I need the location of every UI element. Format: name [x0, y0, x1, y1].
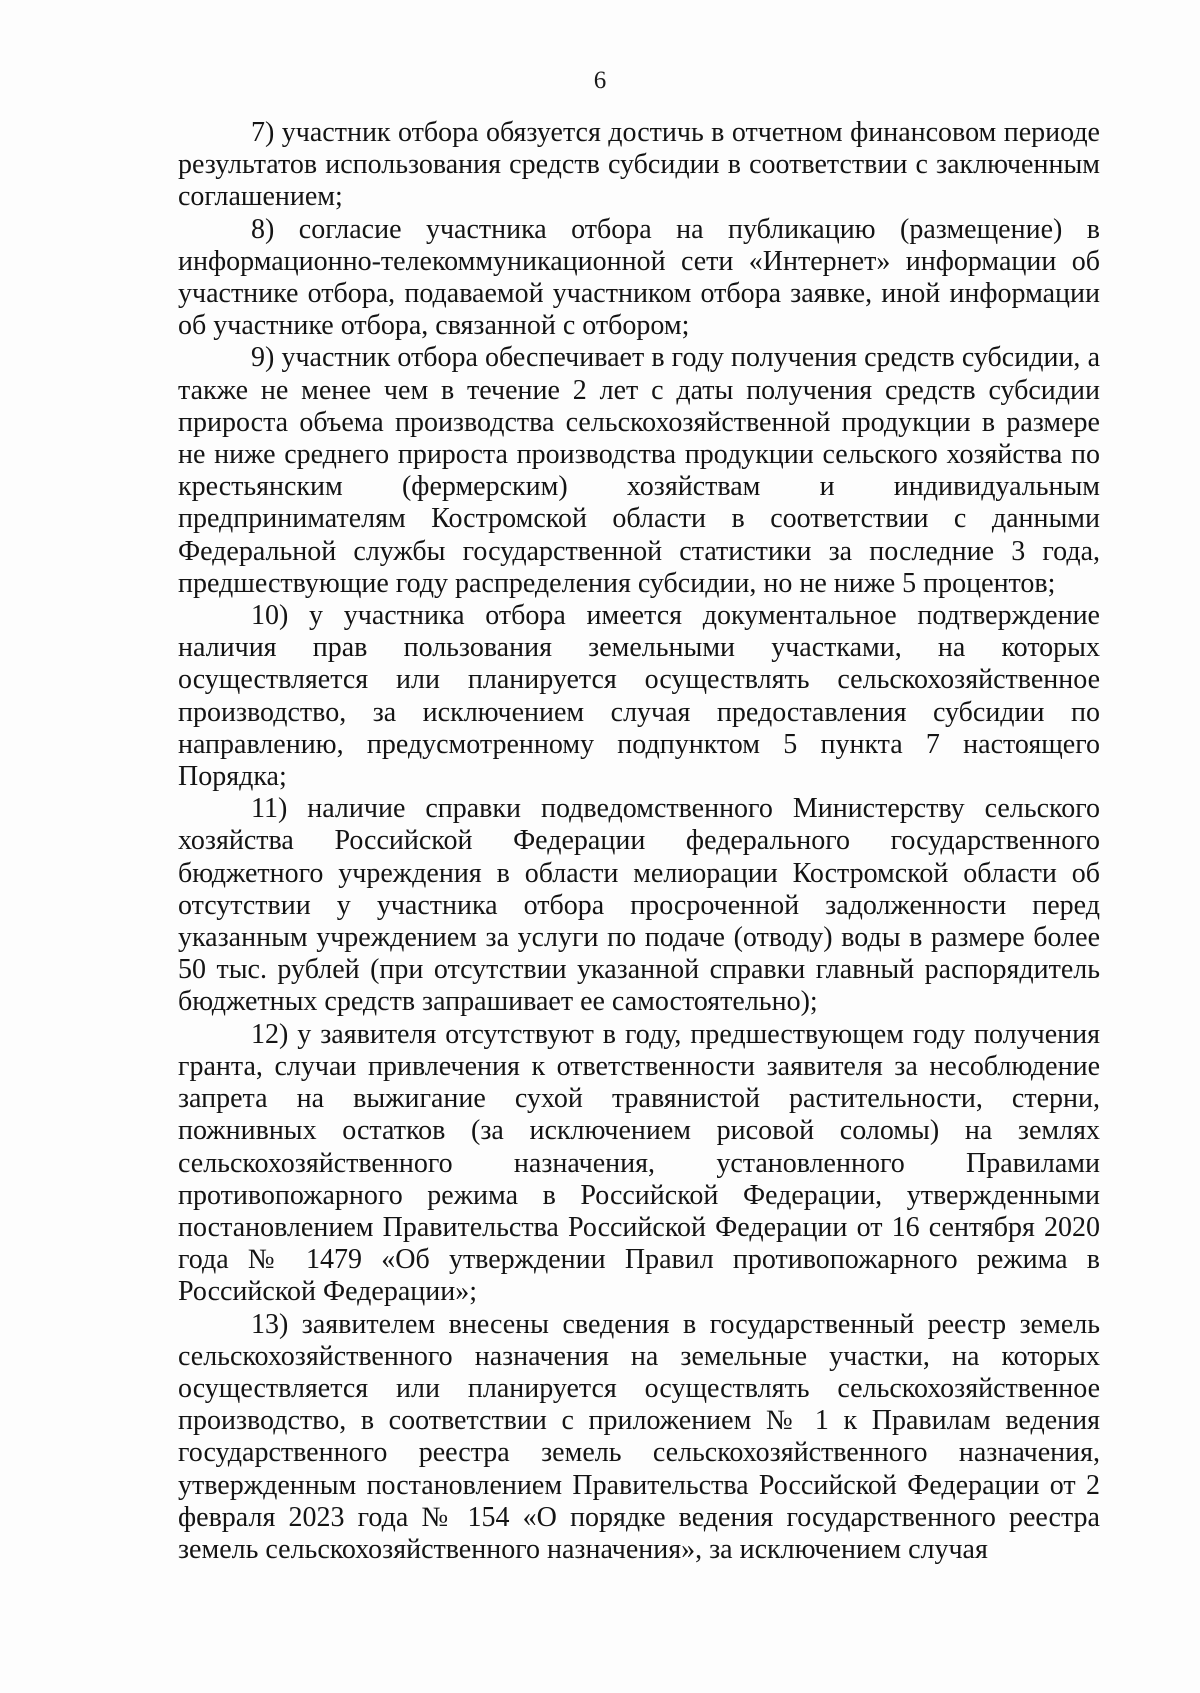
document-body [178, 117, 1100, 1566]
paragraph-item-8: 8) согласие участника отбора на публикацию (размещение) в информационно-телекоммуникационной сети «Интернет» информации об участнике отбора, подаваемой участником отбора заявке, иной информации об участнике отбора, связанной с отбором; [178, 213, 1100, 342]
paragraph-item-7: 7) участник отбора обязуется достичь в отчетном финансовом периоде результатов использования средств субсидии в соответствии с заключенным соглашением; [178, 117, 1100, 213]
paragraph-item-9: 9) участник отбора обеспечивает в году получения средств субсидии, а также не менее чем в течение 2 лет с даты получения средств субсидии прироста объема производства сельскохозяйственной продукции в размере не ниже среднего прироста производства продукции сельского хозяйства по крестьянским (фермерским) хозяйствам и индивидуальным предпринимателям Костромской области в соответствии с данными Федеральной службы государственной статистики за последние 3 года, предшествующие году распределения субсидии, но не ниже 5 процентов; [178, 342, 1100, 599]
paragraph-item-13: 13) заявителем внесены сведения в государственный реестр земель сельскохозяйственного назначения на земельные участки, на которых осуществляется или планируется осуществлять сельскохозяйственное производство, в соответствии с приложением № 1 к Правилам ведения государственного реестра земель сельскохозяйственного назначения, утвержденным постановлением Правительства Российской Федерации от 2 февраля 2023 года № 154 «О порядке ведения государственного реестра земель сельскохозяйственного назначения», за исключением случая [178, 1308, 1100, 1565]
paragraph-item-12: 12) у заявителя отсутствуют в году, предшествующем году получения гранта, случаи привлечения к ответственности заявителя за несоблюдение запрета на выжигание сухой травянистой растительности, стерни, пожнивных остатков (за исключением рисовой соломы) на землях сельскохозяйственного назначения, установленного Правилами противопожарного режима в Российской Федерации, утвержденными постановлением Правительства Российской Федерации от 16 сентября 2020 года № 1479 «Об утверждении Правил противопожарного режима в Российской Федерации»; [178, 1018, 1100, 1308]
paragraph-item-10: 10) у участника отбора имеется документальное подтверждение наличия прав пользования земельными участками, на которых осуществляется или планируется осуществлять сельскохозяйственное производство, за исключением случая предоставления субсидии по направлению, предусмотренному подпунктом 5 пункта 7 настоящего Порядка; [178, 600, 1100, 793]
paragraph-item-11: 11) наличие справки подведомственного Министерству сельского хозяйства Российской Федерации федерального государственного бюджетного учреждения в области мелиорации Костромской области об отсутствии у участника отбора просроченной задолженности перед указанным учреждением за услуги по подаче (отводу) воды в размере более 50 тыс. рублей (при отсутствии указанной справки главный распорядитель бюджетных средств запрашивает ее самостоятельно); [178, 793, 1100, 1018]
page-number: 6 [593, 67, 607, 94]
